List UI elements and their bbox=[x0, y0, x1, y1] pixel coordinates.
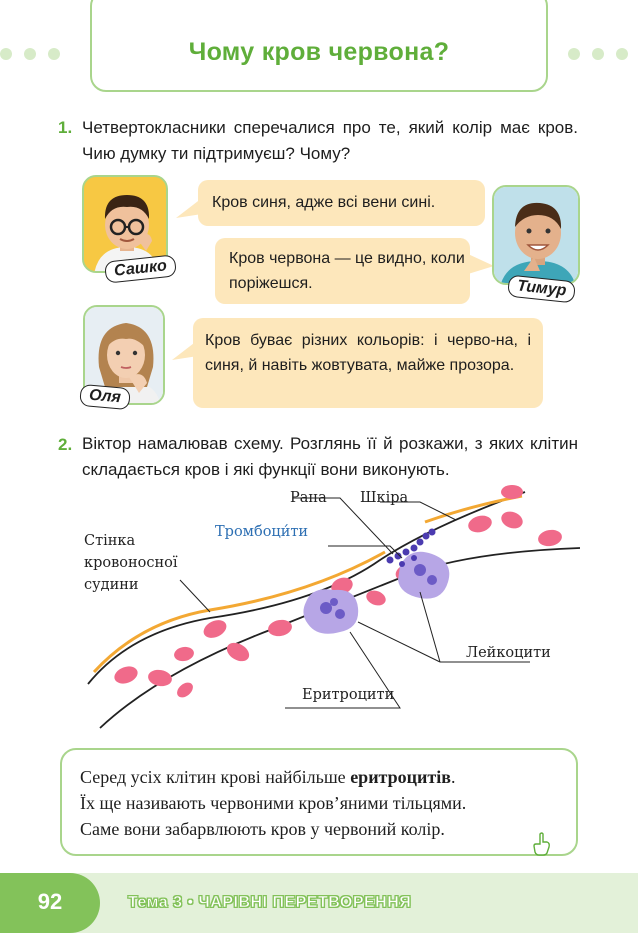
task-2-text: Віктор намалював схему. Розглянь її й розкажи, з яких клітин складається кров і які функції вони виконують. bbox=[82, 434, 578, 479]
label-wall-line: кровоносної bbox=[84, 555, 178, 571]
leader-leukocyte-2 bbox=[358, 622, 440, 662]
task-2-number: 2. bbox=[58, 435, 73, 454]
decor-dot bbox=[0, 48, 12, 60]
info-box bbox=[60, 748, 578, 856]
leukocyte-nucleus bbox=[330, 598, 338, 606]
decor-dot bbox=[568, 48, 580, 60]
erythrocyte bbox=[267, 618, 293, 638]
erythrocyte bbox=[147, 668, 173, 688]
decor-dot bbox=[592, 48, 604, 60]
platelet bbox=[399, 561, 405, 567]
label-wound: Рана bbox=[290, 490, 327, 506]
topic-title: Тема 3 • ЧАРІВНІ ПЕРЕТВОРЕННЯ bbox=[128, 894, 412, 911]
erythrocyte bbox=[112, 663, 140, 686]
info-line-3: Саме вони забарвлюють кров у червоний колір. bbox=[80, 819, 445, 839]
info-keyword: еритроцитів bbox=[350, 767, 451, 787]
platelet bbox=[429, 529, 436, 536]
leukocyte bbox=[398, 552, 449, 599]
label-platelets: Тромбоци́ти bbox=[215, 524, 309, 540]
platelet bbox=[411, 555, 417, 561]
page-title: Чому кров червона? bbox=[188, 38, 450, 66]
speech-tymur: Кров червона — це видно, коли поріжешся. bbox=[215, 238, 470, 304]
platelet bbox=[387, 557, 394, 564]
speech-sashko: Кров синя, адже всі вени сині. bbox=[198, 180, 485, 226]
erythrocyte bbox=[201, 617, 230, 642]
info-line-1 bbox=[80, 764, 576, 790]
bubble-tail-tymur bbox=[468, 252, 494, 278]
info-text: Серед усіх клітин крові найбільше bbox=[80, 767, 351, 787]
info-line-2: Їх ще називають червоними кров’яними тільцями. bbox=[80, 793, 467, 813]
platelet bbox=[417, 539, 424, 546]
leader-leukocyte-1 bbox=[420, 592, 440, 662]
platelet bbox=[403, 549, 410, 556]
leukocyte-nucleus bbox=[427, 575, 437, 585]
leukocyte-nucleus bbox=[335, 609, 345, 619]
erythrocyte bbox=[499, 509, 525, 532]
leader-wall bbox=[180, 580, 210, 612]
erythrocyte bbox=[173, 645, 195, 662]
decor-dot bbox=[616, 48, 628, 60]
erythrocyte bbox=[174, 680, 196, 701]
name-olya: Оля bbox=[79, 384, 131, 410]
info-text: . bbox=[450, 767, 456, 787]
decor-dot bbox=[48, 48, 60, 60]
name-sashko: Сашко bbox=[104, 254, 177, 283]
tymur-photo bbox=[492, 185, 580, 285]
platelet bbox=[423, 533, 430, 540]
page-number: 92 bbox=[37, 889, 63, 914]
label-vessel-wall bbox=[84, 530, 178, 596]
decor-dot bbox=[24, 48, 36, 60]
pointing-hand-icon bbox=[532, 832, 552, 856]
erythrocyte bbox=[501, 485, 523, 499]
label-leukocytes: Лейкоцити bbox=[466, 645, 551, 661]
label-skin: Шкіра bbox=[360, 490, 409, 506]
erythrocyte bbox=[466, 513, 493, 535]
platelet bbox=[411, 545, 418, 552]
erythrocyte bbox=[537, 528, 563, 548]
label-wall-line: Стінка bbox=[84, 533, 136, 549]
label-erythrocytes: Еритроцити bbox=[302, 687, 395, 703]
name-tymur: Тимур bbox=[507, 275, 576, 304]
leukocyte-nucleus bbox=[320, 602, 332, 614]
leukocyte-nucleus bbox=[414, 564, 426, 576]
label-wall-line: судини bbox=[84, 577, 139, 593]
task-1-text: Четвертокласники сперечалися про те, який колір має кров. Чию думку ти підтримуєш? Чому? bbox=[82, 118, 578, 163]
speech-olya: Кров буває різних кольорів: і черво-на, і синя, й навіть жовтувата, майже прозора. bbox=[193, 318, 543, 408]
task-1-number: 1. bbox=[58, 118, 73, 137]
